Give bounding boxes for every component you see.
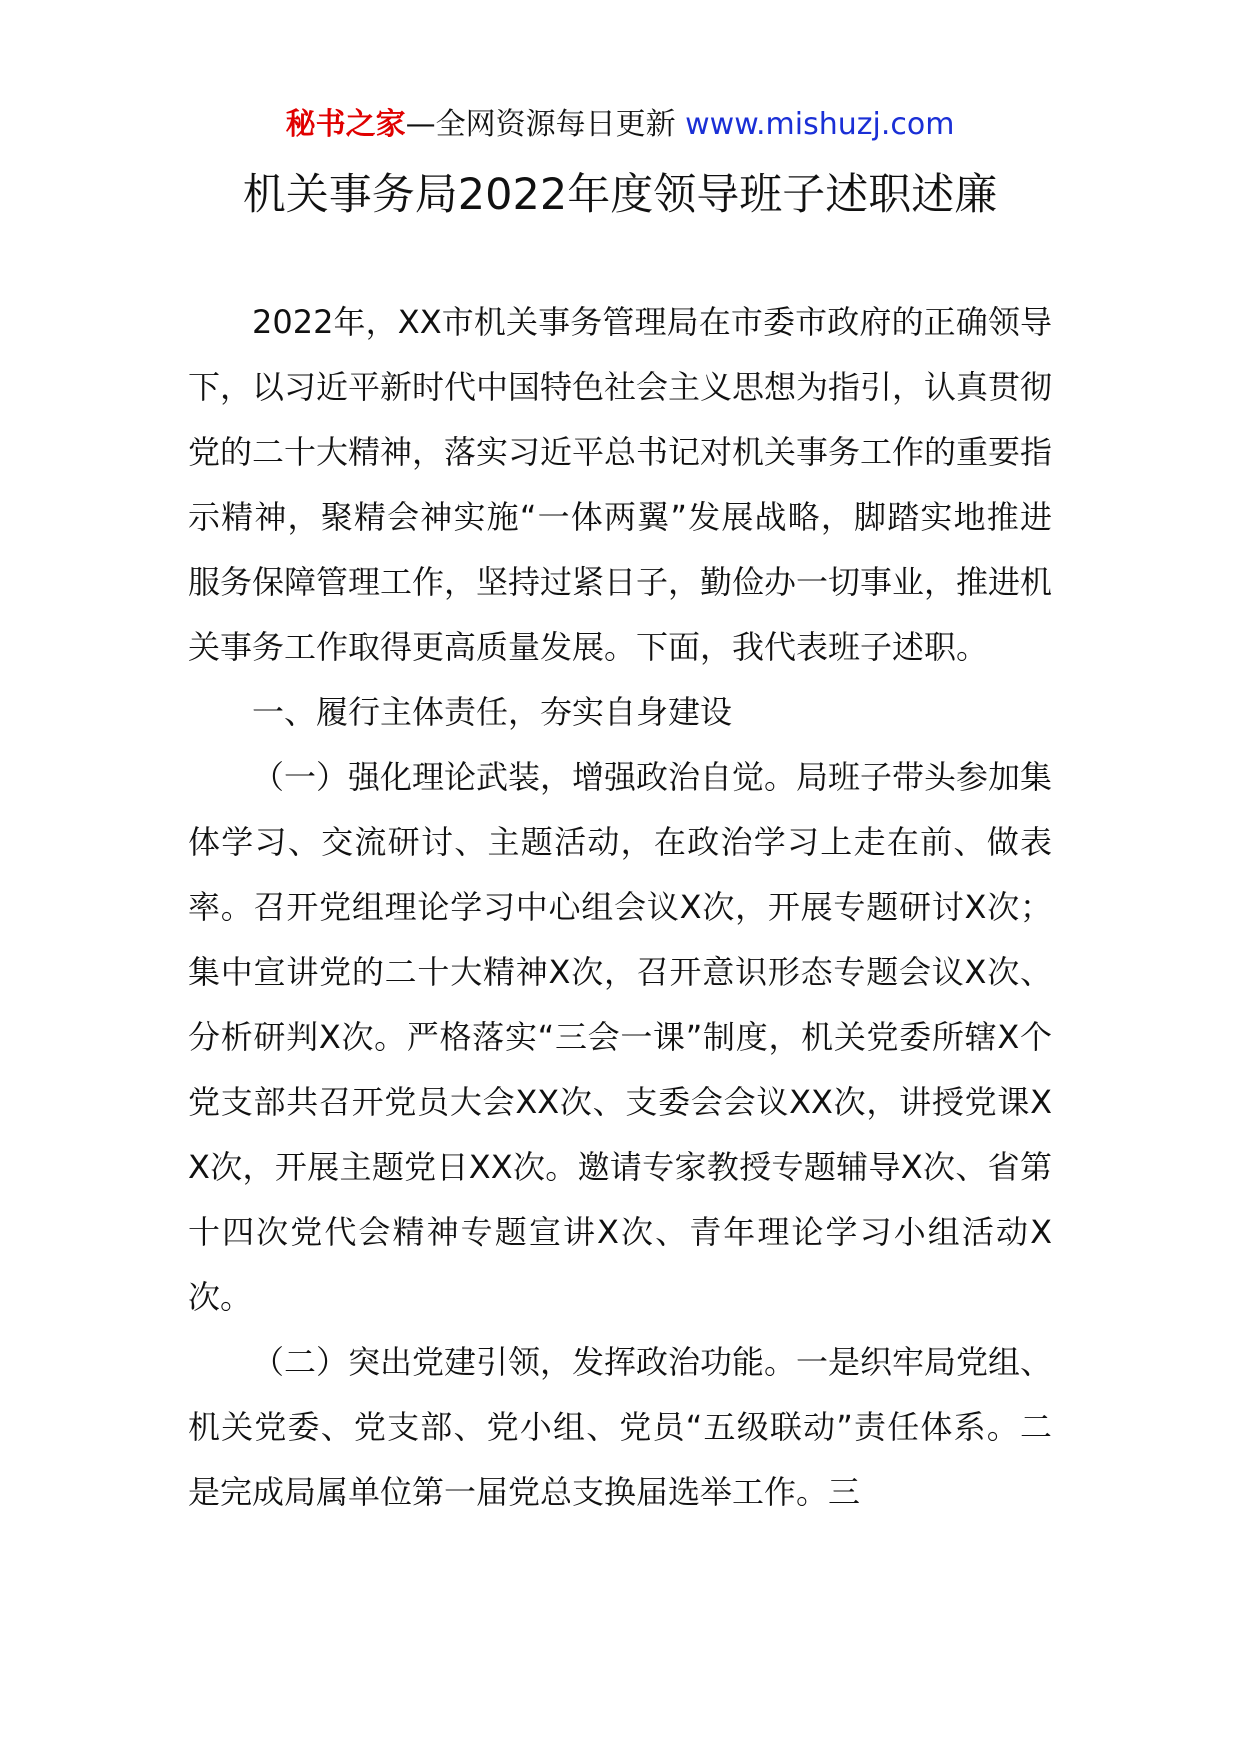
document-body xyxy=(188,290,1052,1525)
site-header xyxy=(0,100,1240,150)
subsection-paragraph-1: （一）强化理论武装，增强政治自觉。局班子带头参加集体学习、交流研讨、主题活动，在政治学习上走在前、做表率。召开党组理论学习中心组会议X次，开展专题研讨X次；集中宣讲党的二十大精神X次，召开意识形态专题会议X次、分析研判X次。严格落实“三会一课”制度，机关党委所辖X个党支部共召开党员大会XX次、支委会会议XX次，讲授党课XX次，开展主题党日XX次。邀请专家教授专题辅导X次、省第十四次党代会精神专题宣讲X次、青年理论学习小组活动X次。 xyxy=(188,758,1053,1316)
site-url-link[interactable]: www.mishuzj.com xyxy=(685,107,955,142)
header-slogan: —全网资源每日更新 xyxy=(405,107,676,142)
document-title: 机关事务局2022年度领导班子述职述廉 xyxy=(242,170,998,220)
intro-paragraph: 2022年，XX市机关事务管理局在市委市政府的正确领导下，以习近平新时代中国特色社会主义思想为指引，认真贯彻党的二十大精神，落实习近平总书记对机关事务工作的重要指示精神，聚精会神实施“一体两翼”发展战略，脚踏实地推进服务保障管理工作，坚持过紧日子，勤俭办一切事业，推进机关事务工作取得更高质量发展。下面，我代表班子述职。 xyxy=(188,303,1053,666)
subsection-paragraph-2: （二）突出党建引领，发挥政治功能。一是织牢局党组、机关党委、党支部、党小组、党员“五级联动”责任体系。二是完成局属单位第一届党总支换届选举工作。三 xyxy=(188,1343,1053,1511)
brand-name: 秘书之家 xyxy=(285,107,406,142)
section-heading-1: 一、履行主体责任，夯实自身建设 xyxy=(252,693,733,731)
